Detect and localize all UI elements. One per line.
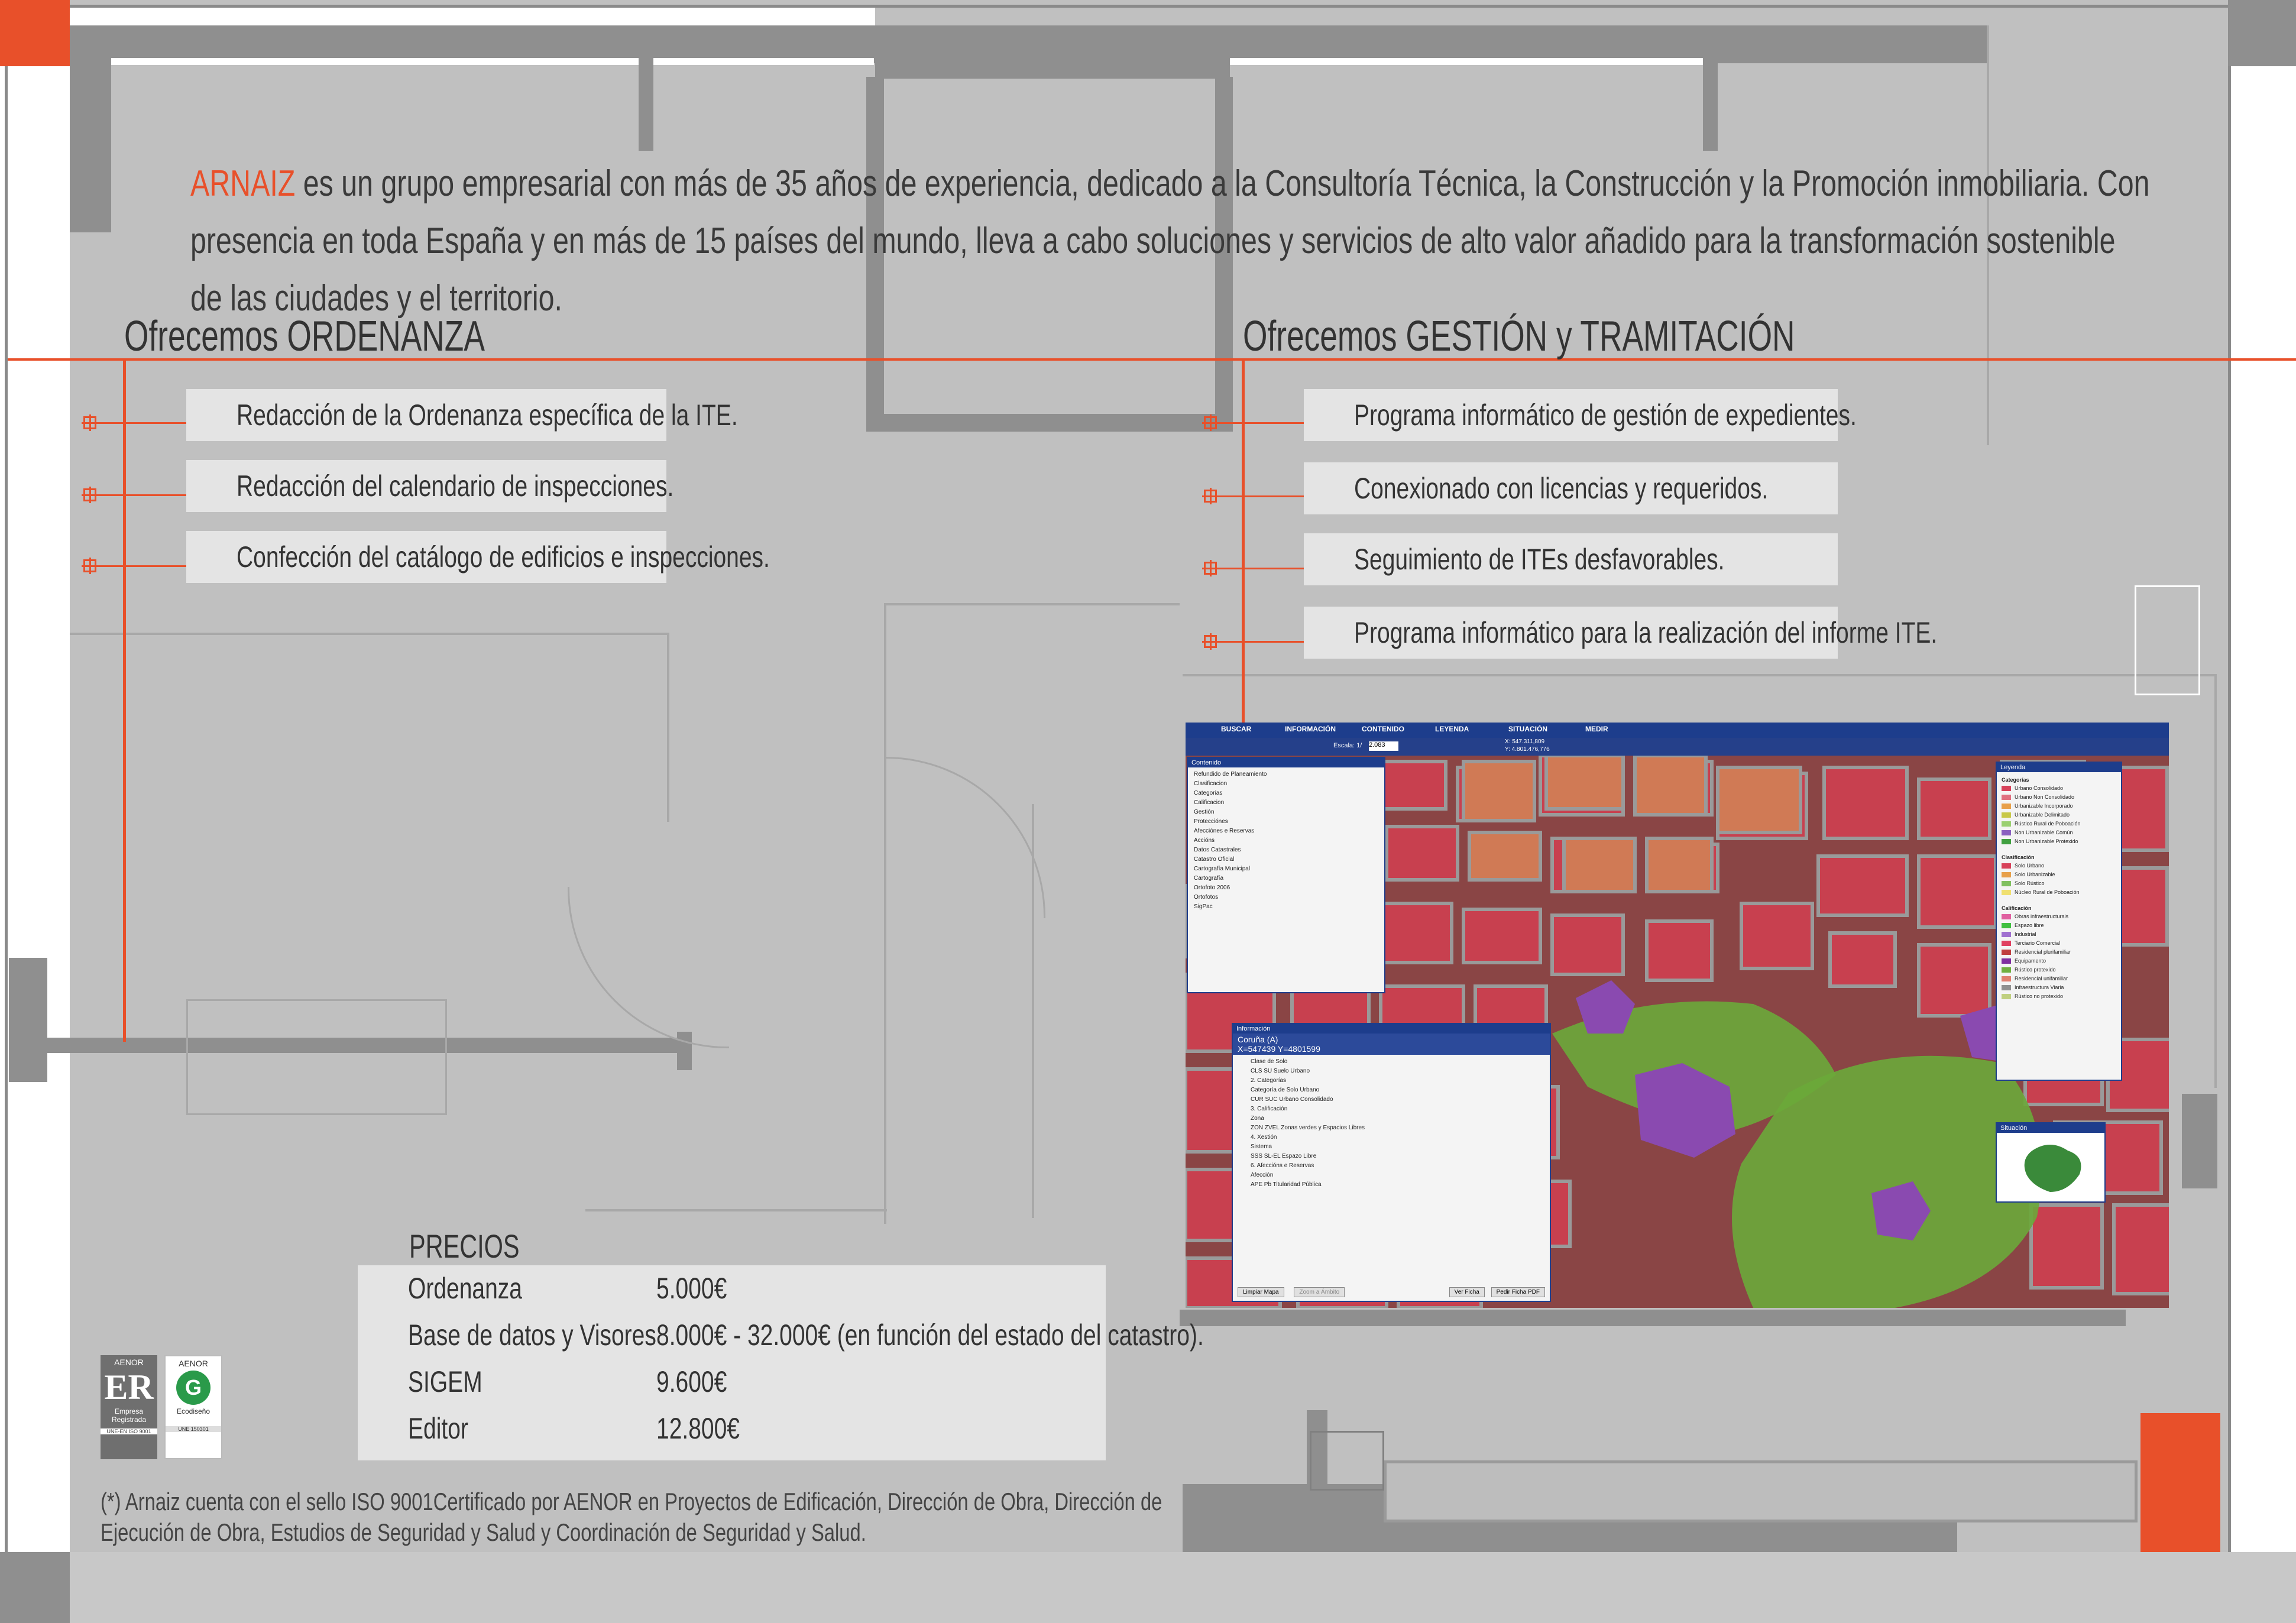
item-connector — [1206, 641, 1304, 643]
legend-entry — [2002, 922, 2116, 931]
legend-label: Rústico Rural de Poboación — [2015, 821, 2081, 827]
window-strip — [1230, 58, 1703, 65]
layer-tree-item[interactable]: Calificacion — [1194, 799, 1225, 806]
legend-swatch — [2002, 812, 2011, 818]
plan-line — [585, 1209, 887, 1211]
tab-medir[interactable]: MEDIR — [1585, 725, 1608, 733]
aenor-er-sub1: Empresa — [114, 1407, 144, 1415]
gestion-item — [1304, 607, 1938, 659]
legend-calificacion — [2002, 913, 2116, 1002]
wall-segment — [2182, 1094, 2217, 1188]
corner-accent-top-left — [0, 0, 70, 66]
layer-tree-item[interactable]: Cartografía — [1194, 875, 1224, 882]
legend-entry — [2002, 872, 2116, 880]
situacion-title: Situación — [1997, 1123, 2104, 1133]
scale-input[interactable]: 2.083 — [1369, 741, 1398, 751]
layer-tree-item[interactable]: Datos Catastrales — [1194, 847, 1241, 853]
legend-entry — [2002, 993, 2116, 1002]
precios-title: PRECIOS — [409, 1227, 520, 1265]
aenor-er-mark: ER — [104, 1368, 154, 1407]
gestion-item-label: Programa informático de gestión de expedientes. — [1354, 399, 1857, 432]
view-sheet-button[interactable]: Ver Ficha — [1449, 1287, 1485, 1297]
legend-entry — [2002, 830, 2116, 838]
legend-swatch — [2002, 923, 2011, 928]
right-margin — [2228, 0, 2296, 1552]
corner-block-bottom-left — [0, 1552, 70, 1623]
legend-swatch — [2002, 881, 2011, 886]
gestion-item-label: Conexionado con licencias y requeridos. — [1354, 472, 1769, 505]
tab-informacion[interactable]: INFORMACIÓN — [1285, 725, 1336, 733]
info-tree-item[interactable]: APE Pb Titularidad Pública — [1251, 1181, 1322, 1188]
layer-tree-item[interactable]: Ortofoto 2006 — [1194, 885, 1230, 891]
contenido-title: Contenido — [1188, 758, 1384, 767]
situacion-panel — [1996, 1122, 2106, 1203]
window-detail — [1310, 1431, 1384, 1491]
leyenda-panel — [1996, 762, 2122, 1081]
info-tree-item[interactable]: CLS SU Suelo Urbano — [1251, 1068, 1310, 1074]
legend-label: Urbanizable Incorporado — [2015, 803, 2073, 809]
legend-label: Núcleo Rural de Poboación — [2015, 889, 2080, 895]
plan-rectangle — [186, 999, 447, 1115]
frame-right-line — [2228, 66, 2231, 1552]
legend-label: Equipamento — [2015, 958, 2046, 964]
legend-swatch — [2002, 958, 2011, 964]
legend-swatch — [2002, 914, 2011, 919]
legend-clasificacion — [2002, 863, 2116, 898]
window-strip — [111, 58, 874, 65]
legend-entry — [2002, 913, 2116, 922]
aenor-er-cert: UNE-EN ISO 9001 — [101, 1428, 157, 1434]
price-label: Editor — [408, 1412, 468, 1445]
plan-line — [884, 603, 1180, 605]
corner-accent-bottom-right — [2140, 1413, 2220, 1552]
coord-y: Y: 4.801.476,776 — [1505, 746, 1550, 753]
info-header-place: Coruña (A) — [1238, 1035, 1278, 1044]
bullet-icon — [1204, 490, 1217, 503]
legend-calificacion-title: Calificación — [2002, 905, 2032, 911]
item-connector — [1206, 495, 1304, 497]
legend-entry — [2002, 984, 2116, 993]
wall-segment — [1703, 56, 1718, 151]
bullet-icon — [83, 488, 96, 501]
gestion-item-label: Programa informático para la realización del informe ITE. — [1354, 616, 1938, 649]
legend-swatch — [2002, 786, 2011, 791]
wall-segment — [1180, 1310, 2126, 1326]
info-header-coords: X=547439 Y=4801599 — [1238, 1044, 1320, 1054]
overview-map — [1997, 1133, 2104, 1201]
legend-categories — [2002, 785, 2116, 847]
legend-swatch — [2002, 950, 2011, 955]
legend-swatch — [2002, 994, 2011, 999]
info-tree-item[interactable]: Zona — [1251, 1115, 1264, 1122]
clear-map-button[interactable]: Limpiar Mapa — [1238, 1287, 1284, 1297]
legend-entry — [2002, 967, 2116, 976]
info-tree-item[interactable]: 4. Xestión — [1251, 1134, 1277, 1141]
window-detail — [12, 568, 66, 701]
gestion-item — [1304, 462, 1838, 514]
ordenanza-item-label: Redacción del calendario de inspecciones. — [237, 469, 674, 503]
legend-swatch — [2002, 795, 2011, 800]
info-tree-item[interactable]: CUR SUC Urbano Consolidado — [1251, 1096, 1333, 1103]
legend-entry — [2002, 821, 2116, 830]
tab-contenido[interactable]: CONTENIDO — [1362, 725, 1404, 733]
legend-label: Non Urbanizable Protexido — [2015, 838, 2078, 844]
plan-line — [667, 633, 669, 822]
layer-tree-item[interactable]: Ortofotos — [1194, 894, 1219, 900]
legend-swatch — [2002, 932, 2011, 937]
legend-swatch — [2002, 839, 2011, 844]
gestion-item — [1304, 389, 1857, 441]
gestion-item — [1304, 533, 1838, 585]
legend-label: Urbano Consolidado — [2015, 785, 2064, 791]
aenor-eco-top: AENOR — [179, 1359, 208, 1368]
bottom-band — [0, 1552, 2296, 1623]
info-tree-item[interactable]: ZON ZVEL Zonas verdes y Espacios Libres — [1251, 1125, 1365, 1131]
plan-line — [2214, 674, 2217, 1088]
legend-label: Urbano Non Consolidado — [2015, 794, 2075, 800]
coord-x: X: 547.311,809 — [1505, 738, 1545, 745]
plan-line — [70, 633, 667, 635]
legend-label: Solo Urbano — [2015, 863, 2045, 869]
legend-entry — [2002, 812, 2116, 821]
legend-swatch — [2002, 821, 2011, 827]
legend-swatch — [2002, 985, 2011, 990]
window-detail — [2135, 585, 2200, 695]
zoom-area-button[interactable]: Zoom a Ámbito — [1294, 1287, 1345, 1297]
corner-block-top-right — [2228, 0, 2296, 66]
legend-entry — [2002, 838, 2116, 847]
aenor-eco-sub: Ecodiseño — [176, 1407, 211, 1415]
prices-table — [358, 1265, 1204, 1460]
legend-entry — [2002, 785, 2116, 794]
gestion-item-label: Seguimiento de ITEs desfavorables. — [1354, 543, 1725, 576]
legend-entry — [2002, 976, 2116, 984]
legend-entry — [2002, 949, 2116, 958]
legend-label: Terciario Comercial — [2015, 940, 2061, 946]
left-margin — [0, 0, 70, 1552]
pdf-sheet-button[interactable]: Pedir Ficha PDF — [1491, 1287, 1545, 1297]
info-tree-item[interactable]: 2. Categorías — [1251, 1077, 1287, 1084]
ordenanza-title: Ofrecemos ORDENANZA — [124, 313, 485, 360]
bullet-icon — [1204, 416, 1217, 429]
contenido-tree — [1188, 767, 1384, 914]
legend-swatch — [2002, 830, 2011, 835]
tab-buscar[interactable]: BUSCAR — [1221, 725, 1252, 733]
info-tree-item[interactable]: 3. Calificación — [1251, 1106, 1288, 1112]
bullet-icon — [83, 416, 96, 429]
layer-tree-item[interactable]: Accións — [1194, 837, 1215, 844]
contenido-panel — [1187, 757, 1385, 993]
layer-tree-item[interactable]: Catastro Oficial — [1194, 856, 1235, 863]
legend-label: Espazo libre — [2015, 922, 2044, 928]
item-connector — [1206, 568, 1304, 569]
wall-segment — [875, 25, 1230, 79]
info-tree-item[interactable]: Sistema — [1251, 1143, 1272, 1150]
bullet-icon — [1204, 562, 1217, 575]
aenor-er-logo — [101, 1355, 157, 1459]
layer-tree-item[interactable]: Protecciónes — [1194, 818, 1228, 825]
legend-swatch — [2002, 967, 2011, 973]
legend-entry — [2002, 794, 2116, 803]
legend-label: Rústico no protexido — [2015, 993, 2064, 999]
legend-entry — [2002, 863, 2116, 872]
legend-label: Industrial — [2015, 931, 2036, 937]
info-tree-item[interactable]: Categoría de Solo Urbano — [1251, 1087, 1320, 1093]
ordenanza-item — [186, 389, 738, 441]
layer-tree-item[interactable]: Categorias — [1194, 790, 1223, 796]
wall-segment — [866, 414, 1233, 432]
tab-leyenda[interactable]: LEYENDA — [1435, 725, 1469, 733]
legend-label: Obras infraestructurais — [2015, 913, 2069, 919]
price-value: 12.800€ — [656, 1412, 740, 1445]
aenor-eco-cert: UNE 150301 — [166, 1426, 221, 1432]
bullet-icon — [83, 559, 96, 572]
legend-swatch — [2002, 863, 2011, 869]
plan-line — [1183, 674, 2214, 676]
layer-tree-item[interactable]: Cartografía Municipal — [1194, 866, 1251, 872]
legend-entry — [2002, 940, 2116, 949]
informacion-tree — [1233, 1055, 1550, 1192]
price-value: 5.000€ — [656, 1272, 727, 1305]
legend-entry — [2002, 803, 2116, 812]
item-connector — [89, 422, 186, 424]
legend-swatch — [2002, 804, 2011, 809]
layer-tree-item[interactable]: Clasificacion — [1194, 780, 1228, 787]
legend-entry — [2002, 889, 2116, 898]
frame-left-line — [5, 66, 8, 1552]
legend-label: Infraestructura Viaria — [2015, 984, 2064, 990]
legend-entry — [2002, 958, 2116, 967]
legend-label: Urbanizable Delimitado — [2015, 812, 2070, 818]
ecodesign-icon: G — [176, 1371, 211, 1405]
info-tree-item[interactable]: 6. Afeccións e Reservas — [1251, 1162, 1314, 1169]
info-tree-item[interactable]: SSS SL-EL Espazo Libre — [1251, 1153, 1317, 1159]
layer-tree-item[interactable]: SigPac — [1194, 903, 1213, 910]
leyenda-title: Leyenda — [1997, 763, 2121, 772]
aenor-eco-logo — [164, 1355, 222, 1459]
legend-swatch — [2002, 890, 2011, 895]
top-strip — [70, 8, 875, 25]
legend-label: Residencial plurifamiliar — [2015, 949, 2071, 955]
legend-swatch — [2002, 976, 2011, 981]
legend-swatch — [2002, 941, 2011, 946]
wall-segment — [9, 958, 47, 1082]
price-label: Ordenanza — [408, 1272, 522, 1305]
legend-label: Solo Rústico — [2015, 880, 2045, 886]
aenor-er-top: AENOR — [114, 1358, 144, 1367]
orange-guide-vertical-left — [123, 358, 126, 1042]
informacion-title: Información — [1233, 1024, 1550, 1034]
info-tree-item[interactable]: Clase de Solo — [1251, 1058, 1288, 1065]
legend-swatch — [2002, 872, 2011, 877]
orange-guide-vertical-right — [1242, 358, 1245, 737]
info-tree-item[interactable]: Afección — [1251, 1172, 1274, 1178]
legend-label: Non Urbanizable Común — [2015, 830, 2073, 835]
ordenanza-item — [186, 531, 770, 583]
intro-paragraph — [190, 155, 2151, 327]
footnote: (*) Arnaiz cuenta con el sello ISO 9001Certificado por AENOR en Proyectos de Edificación, Dirección de Obra, Dirección de Ejecución de Obra, Estudios de Seguridad y Salud y Coordinación de Seguridad y Salud. — [101, 1488, 1162, 1546]
ordenanza-item — [186, 460, 674, 512]
legend-entry — [2002, 931, 2116, 940]
price-label: SIGEM — [408, 1365, 482, 1398]
legend-categories-title: Categorías — [2002, 777, 2029, 783]
gis-viewer-screenshot — [1186, 723, 2169, 1308]
ordenanza-item-label: Confección del catálogo de edificios e inspecciones. — [237, 540, 770, 574]
legend-label: Residencial unifamiliar — [2015, 976, 2068, 981]
item-connector — [89, 494, 186, 496]
brand-name: ARNAIZ — [190, 163, 296, 204]
bullet-icon — [1204, 635, 1217, 648]
wall-segment — [639, 56, 653, 151]
legend-label: Solo Urbanizable — [2015, 872, 2055, 877]
informacion-panel — [1232, 1023, 1551, 1302]
price-label: Base de datos y Visores — [408, 1319, 656, 1352]
layer-tree-item[interactable]: Gestión — [1194, 809, 1215, 815]
layer-tree-item[interactable]: Afecciónes e Reservas — [1194, 828, 1255, 834]
layer-tree-item[interactable]: Refundido de Planeamiento — [1194, 771, 1267, 778]
scale-label: Escala: 1/ — [1333, 742, 1362, 749]
item-connector — [1206, 422, 1304, 424]
item-connector — [89, 565, 186, 567]
price-value: 9.600€ — [656, 1365, 727, 1398]
ordenanza-item-label: Redacción de la Ordenanza específica de la ITE. — [237, 399, 738, 432]
aenor-er-sub2: Registrada — [111, 1415, 147, 1424]
tab-situacion[interactable]: SITUACIÓN — [1508, 725, 1547, 733]
price-value: 8.000€ - 32.000€ (en función del estado del catastro). — [656, 1319, 1204, 1352]
legend-label: Rústico protexido — [2015, 967, 2056, 973]
bench-outline — [1384, 1460, 2138, 1522]
legend-entry — [2002, 880, 2116, 889]
intro-text: es un grupo empresarial con más de 35 años de experiencia, dedicado a la Consultoría Técnica, la Construcción y la Promoción inmobiliaria. Con presencia en toda España y en más de 15 países del mundo, lleva a cabo soluciones y servicios de alto valor añadido para la transformación sostenible de las ciudades y el territorio. — [190, 163, 2150, 319]
gestion-title: Ofrecemos GESTIÓN y TRAMITACIÓN — [1243, 313, 1795, 360]
legend-clasificacion-title: Clasificación — [2002, 854, 2035, 860]
